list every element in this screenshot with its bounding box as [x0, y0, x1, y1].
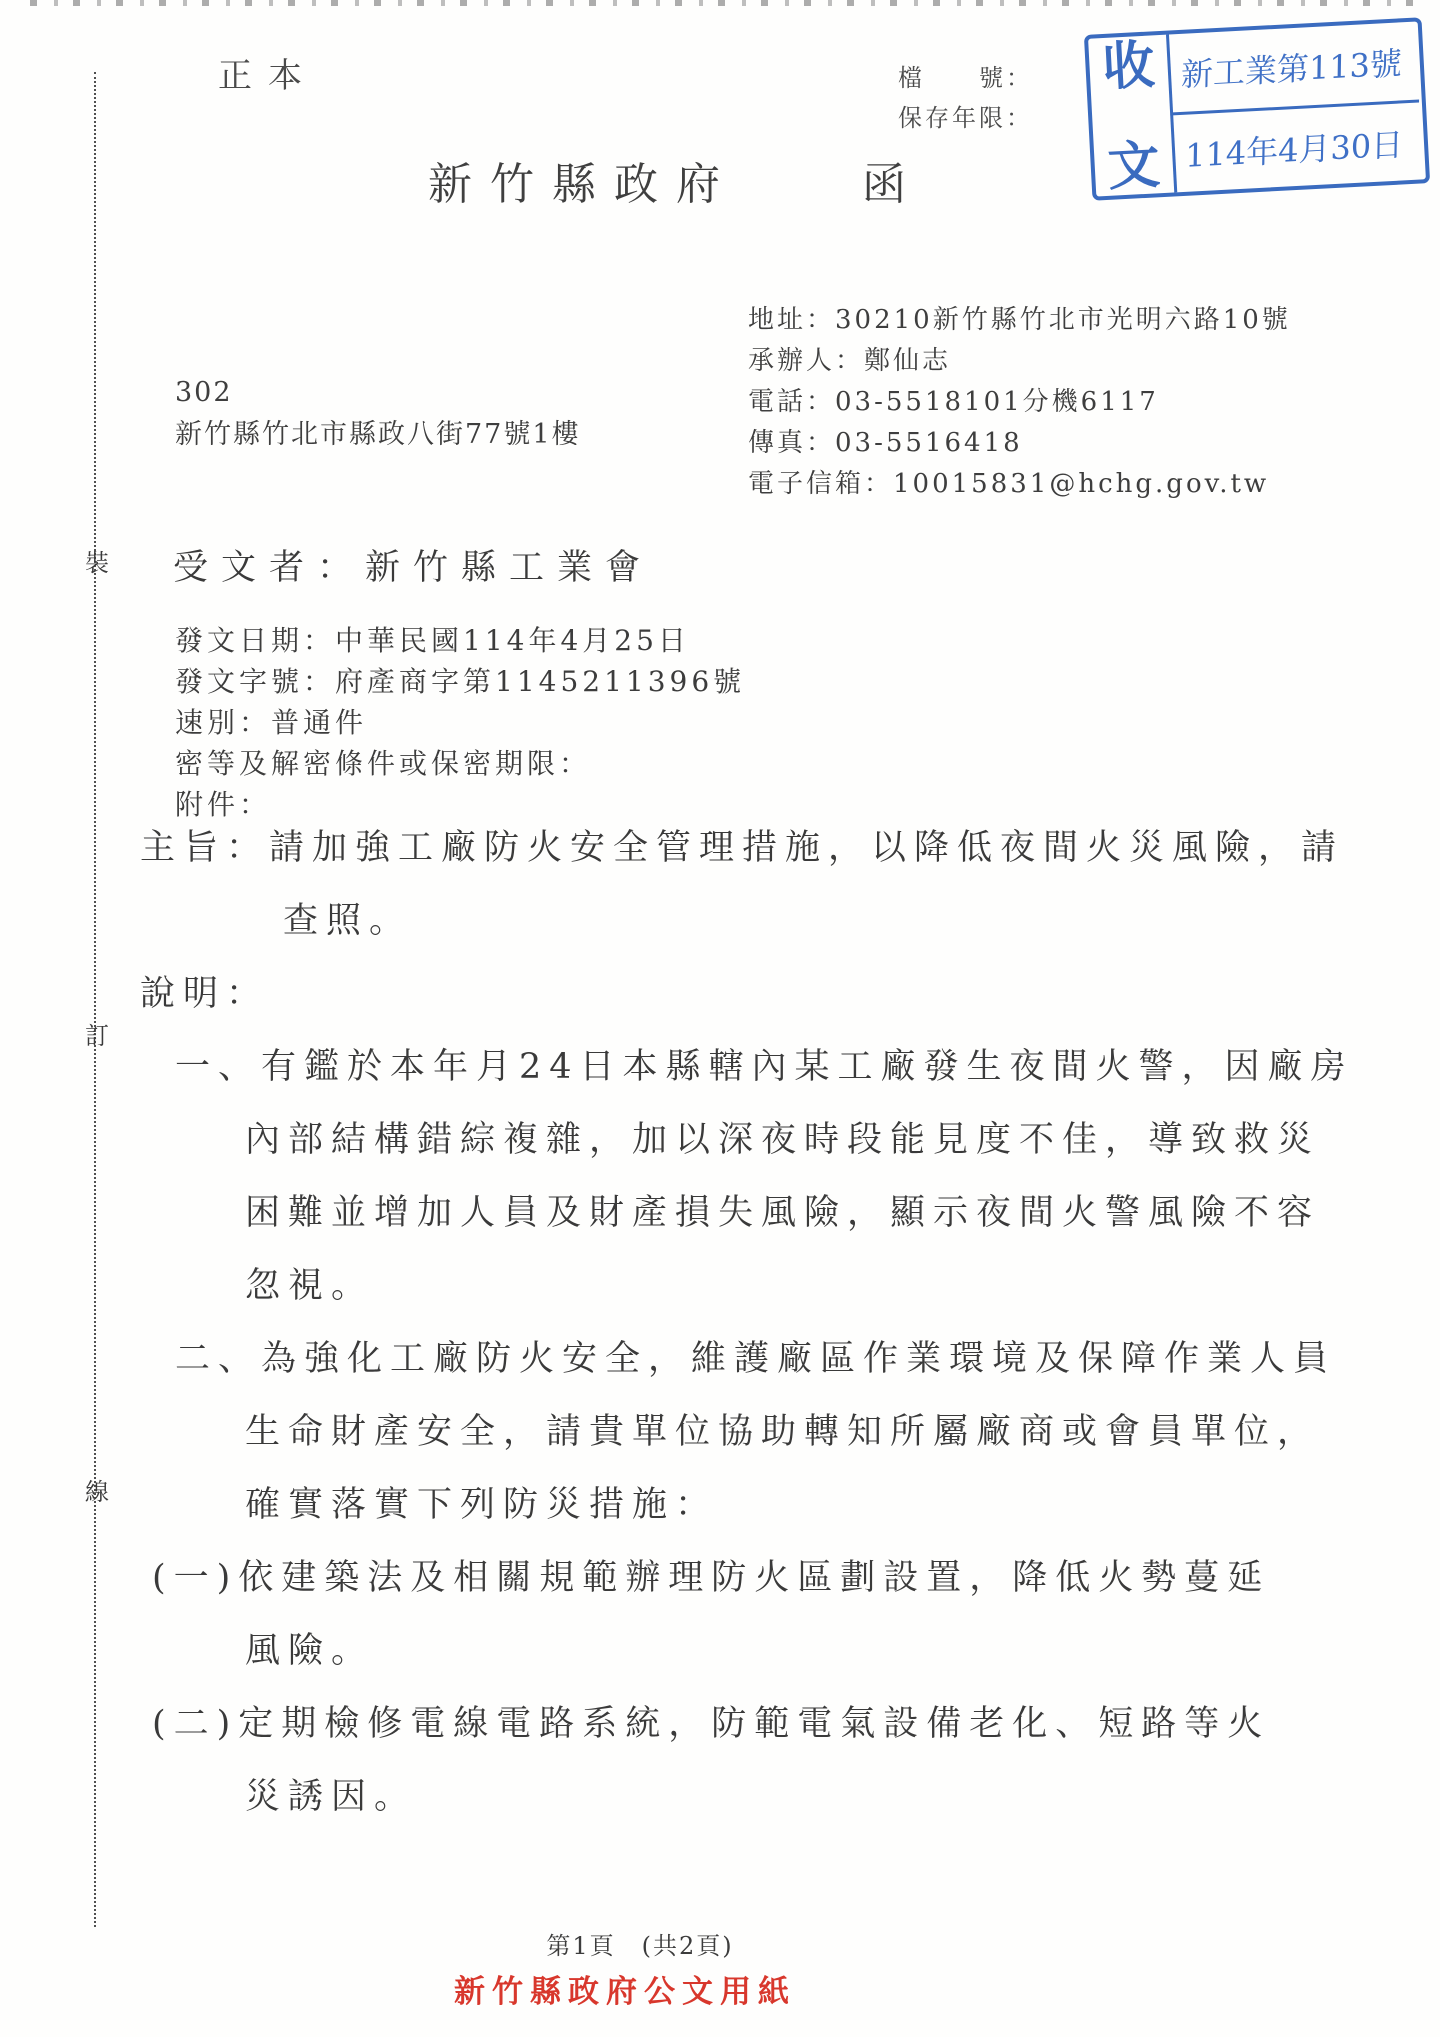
issue-date: 發文日期：中華民國114年4月25日 [175, 624, 690, 657]
paper-type-label: 新竹縣政府公文用紙 [454, 1974, 796, 2010]
page-number: 第1頁 (共2頁) [546, 1932, 734, 1960]
received-stamp-label [1088, 35, 1177, 197]
subject-line: 主旨：請加強工廠防火安全管理措施，以降低夜間火災風險，請 [140, 828, 1345, 868]
receiver-line: 受文者：新竹縣工業會 [173, 548, 654, 588]
sender-address: 地址：30210新竹縣竹北市光明六路10號 [748, 305, 1291, 335]
explanation-label: 說明： [140, 974, 270, 1014]
received-stamp [1084, 17, 1430, 200]
binding-mark-xian: 線 [85, 1478, 109, 1506]
stamp-char-receive: 收 [1101, 34, 1157, 98]
priority: 速別：普通件 [175, 706, 368, 739]
scan-noise-artifact [30, 0, 1430, 6]
copy-type-label: 正本 [218, 56, 318, 96]
received-stamp-fields [1169, 21, 1426, 192]
sender-contact-person: 承辦人：鄭仙志 [748, 346, 952, 376]
subject-line-cont: 查照。 [283, 901, 413, 941]
binding-mark-ding: 訂 [85, 1022, 109, 1050]
retention-period-label: 保存年限： [898, 104, 1033, 132]
body-line: 一、有鑑於本年月24日本縣轄內某工廠發生夜間火警，因廠房 [175, 1047, 1354, 1087]
doc-number: 發文字號：府產商字第1145211396號 [175, 665, 746, 698]
body-line: 二、為強化工廠防火安全，維護廠區作業環境及保障作業人員 [175, 1339, 1337, 1379]
file-number-label: 檔 號： [898, 64, 1033, 92]
binding-dotted-line [94, 72, 96, 1927]
sender-fax: 傳真：03-5516418 [748, 428, 1023, 458]
letter-body [140, 812, 1370, 1834]
body-line: (二)定期檢修電線電路系統，防範電氣設備老化、短路等火 [152, 1704, 1271, 1744]
body-line: 忽視。 [245, 1266, 375, 1306]
stamp-received-date: 114年4月30日 [1184, 124, 1404, 175]
recipient-address: 新竹縣竹北市縣政八街77號1樓 [175, 419, 581, 450]
body-line: 風險。 [245, 1631, 375, 1671]
body-line: 生命財產安全，請貴單位協助轉知所屬廠商或會員單位， [245, 1412, 1321, 1452]
body-line: 確實落實下列防災措施： [245, 1485, 719, 1525]
sender-email: 電子信箱：10015831@hchg.gov.tw [748, 469, 1270, 499]
document-meta-block [175, 620, 745, 825]
stamp-char-document: 文 [1106, 134, 1162, 198]
recipient-postal-block [175, 372, 581, 456]
stamp-doc-number: 新工業第113號 [1170, 21, 1420, 115]
binding-mark-zhuang: 裝 [85, 549, 109, 577]
attachment: 附件： [175, 788, 272, 821]
body-line: 災誘因。 [245, 1777, 418, 1817]
sender-phone: 電話：03-5518101分機6117 [748, 387, 1159, 417]
recipient-zip: 302 [175, 377, 233, 408]
sender-contact-block [748, 300, 1291, 505]
body-line: 困難並增加人員及財產損失風險，顯示夜間火警風險不容 [245, 1193, 1321, 1233]
body-line: (一)依建築法及相關規範辦理防火區劃設置，降低火勢蔓延 [152, 1558, 1271, 1598]
document-title: 新竹縣政府 函 [428, 159, 924, 210]
body-line: 內部結構錯綜複雜，加以深夜時段能見度不佳，導致救災 [245, 1120, 1321, 1160]
security-level: 密等及解密條件或保密期限： [175, 747, 592, 780]
file-number-block [898, 58, 1033, 138]
